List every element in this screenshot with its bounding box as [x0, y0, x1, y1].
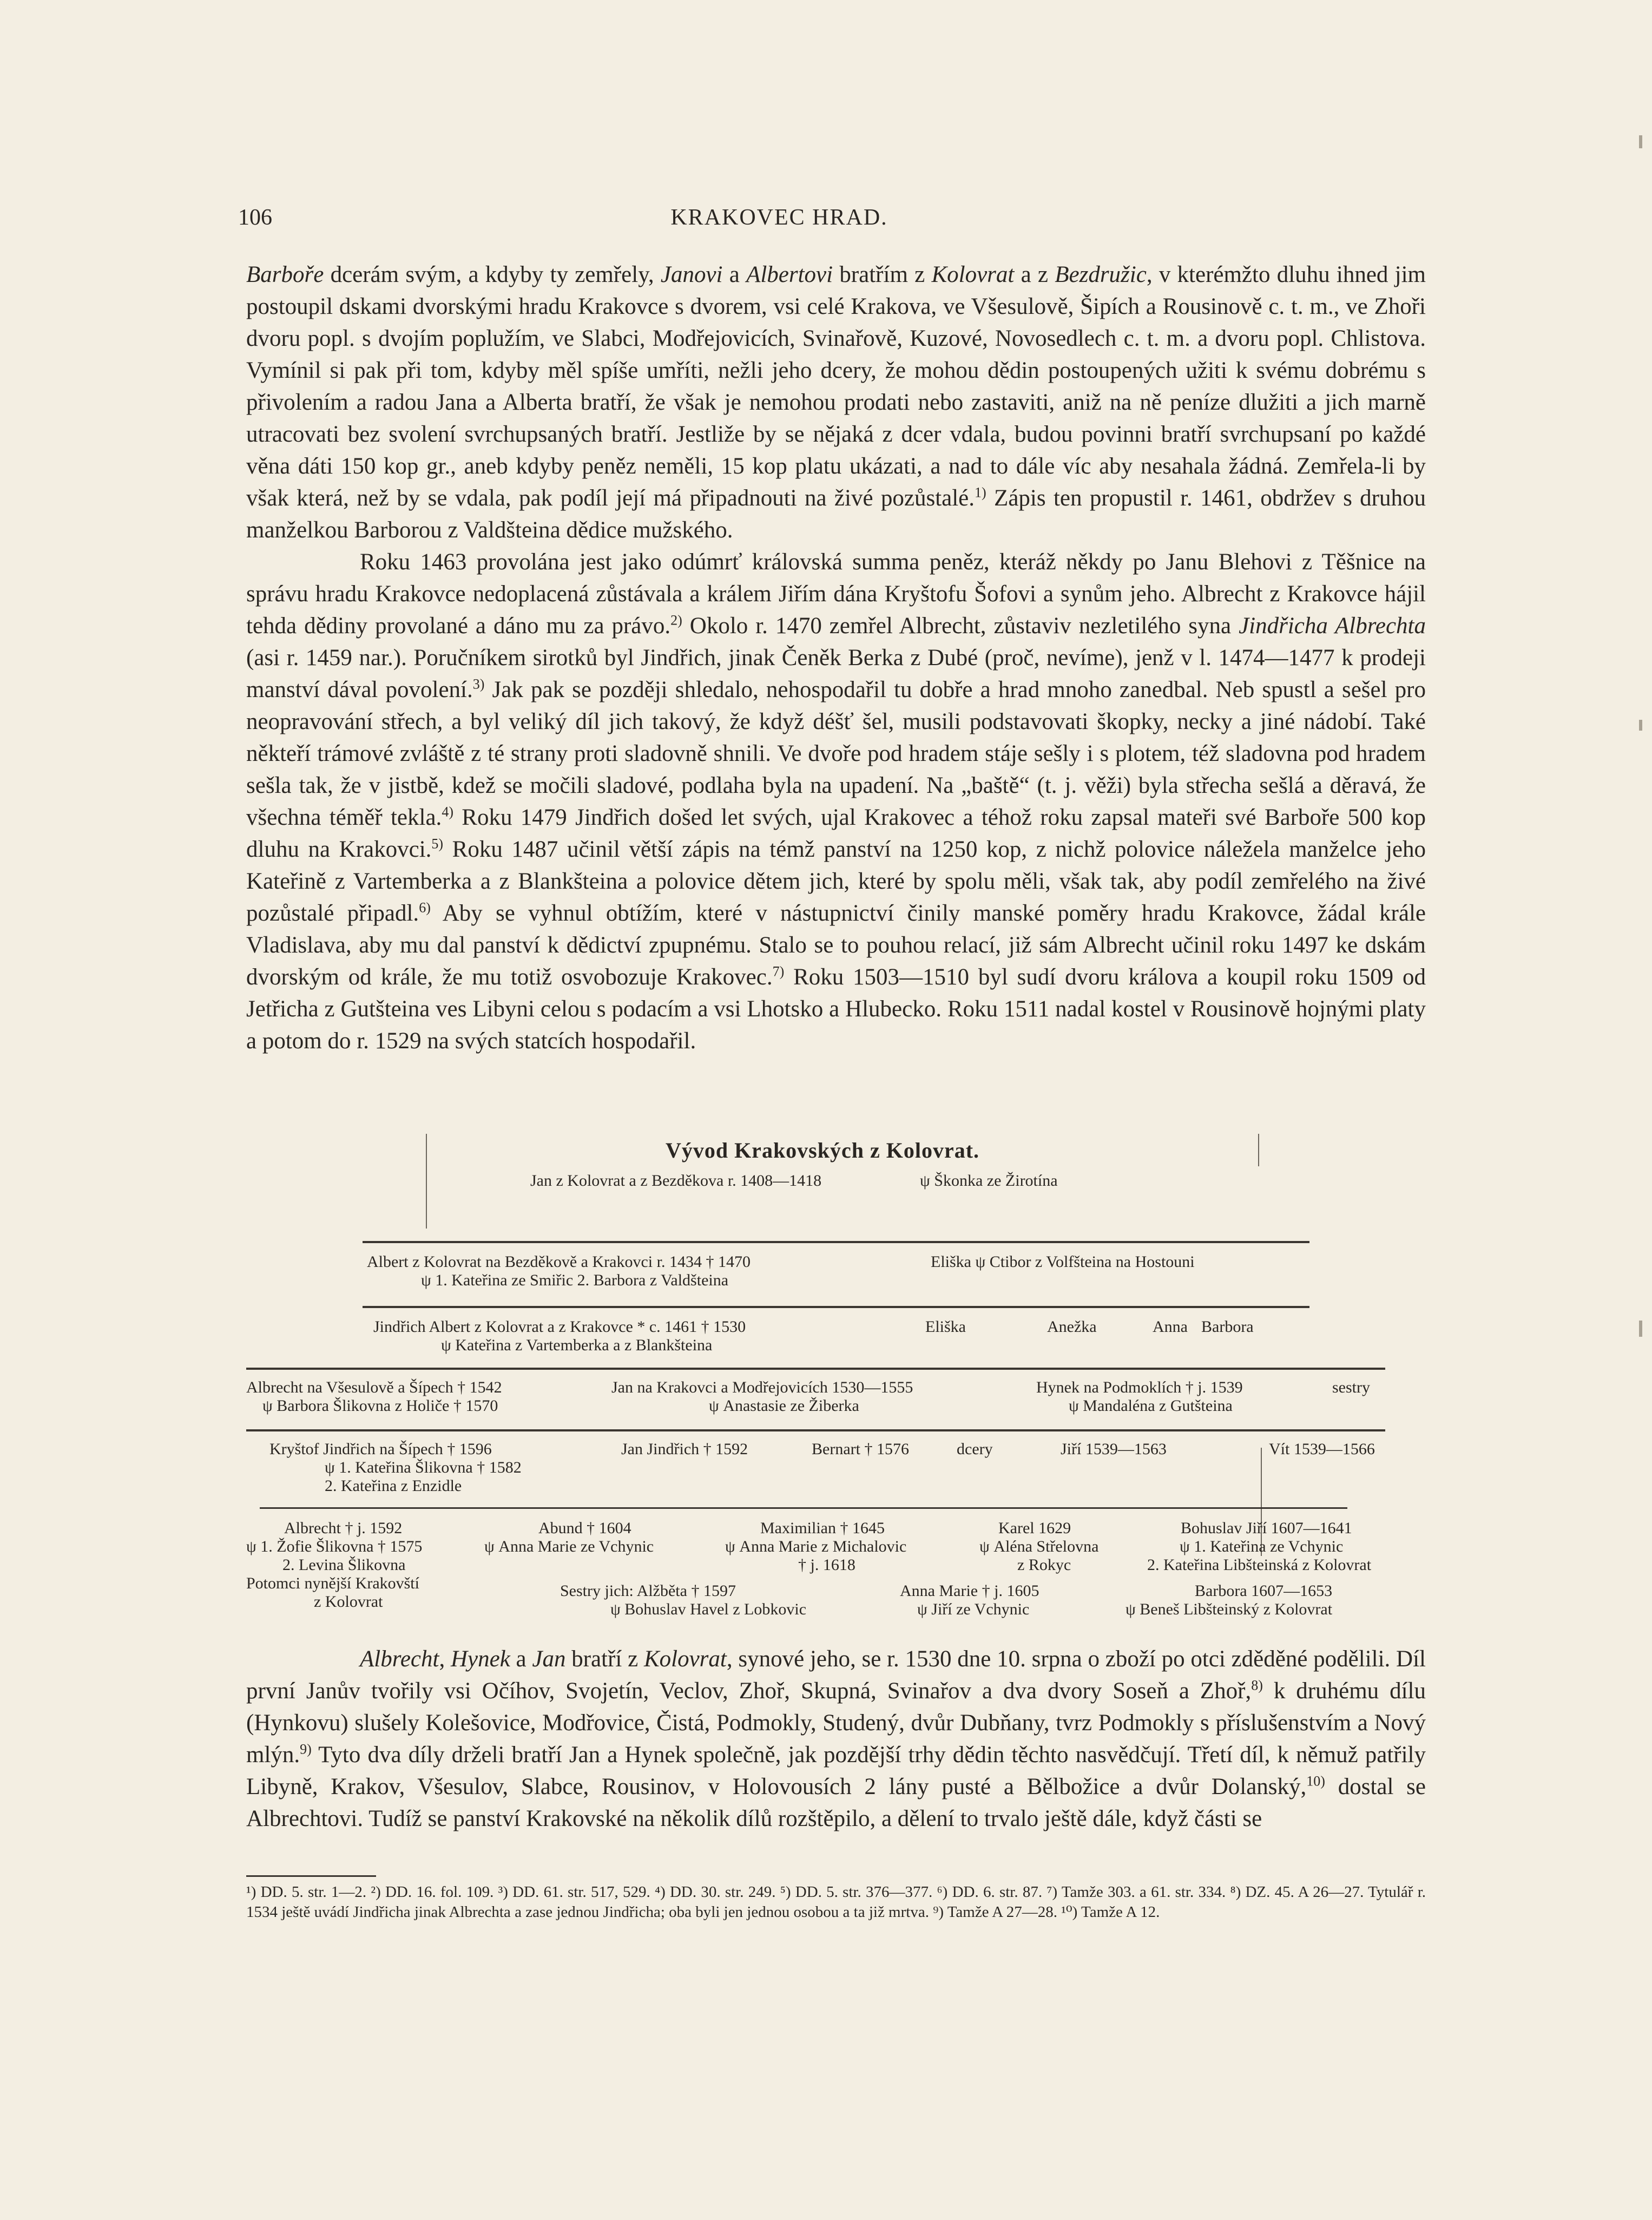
footnote-ref: 4) — [442, 804, 453, 820]
text-run: dcerám svým, a kdyby ty zemřely, — [324, 262, 661, 287]
gen-spouse: ψ 1. Žofie Šlikovna † 1575 — [246, 1538, 423, 1555]
gen-spouse: 2. Kateřina z Enzidle — [325, 1477, 462, 1495]
gen-person: Albrecht † j. 1592 — [284, 1519, 403, 1537]
footnote-ref: 1) — [975, 484, 986, 501]
footnote-rule — [246, 1875, 376, 1877]
text-run: Roku 1487 učinil větší zápis na témž panství na 1250 kop, z nichž polovice náležela manželce jeho Kateřině z Vartemberka a z Blankšteina a polovice dětem jich, které by spolu měli, však tak, aby podíl zemřelého na živé pozůstalé připadl. — [246, 837, 1426, 926]
text-run: bratří z — [565, 1646, 644, 1672]
text-run: Zápis ten propustil r. 1461, obdržev s druhou manželkou Barborou z Valdšteina dědice mužského. — [246, 485, 1426, 543]
tree-line — [1258, 1134, 1259, 1166]
page-number: 106 — [238, 205, 272, 230]
tree-line — [426, 1134, 427, 1229]
running-title: KRAKOVEC HRAD. — [670, 205, 888, 230]
text-run: bratřím z — [833, 262, 932, 287]
text-run: Roku 1463 provolána jest jako odúmrť královská summa peněz, kteráž někdy po Janu Blehovi z Těšnice na správu hradu Krakovce nedoplacená zůstávala a králem Jiřím dána Kryštofu Šofovi a synům jeho. Albrecht z Krakovce hájil tehda dědiny provolané a dáno mu za právo. — [246, 549, 1426, 639]
footnotes: ¹) DD. 5. str. 1—2. ²) DD. 16. fol. 109. ³) DD. 61. str. 517, 529. ⁴) DD. 30. str. 249. ⁵) DD. 5. str. 376—377. ⁶) DD. 6. str. 87. ⁷) Tamže 303. a 61. str. 334. ⁸) DZ. 45. A 26—27. Tytulář r. 1534 ještě uvádí Jindřicha jinak Albrechta a zase jednou Jindřicha; oba byli jen jednou osobou a ta již mrtva. ⁹) Tamže A 27—28. ¹⁰) Tamže A 12. — [246, 1883, 1426, 1921]
gen-spouse: ψ Bohuslav Havel z Lobkovic — [610, 1600, 807, 1618]
text-run: , — [439, 1646, 451, 1672]
gen-spouse: ψ Barbora Šlikovna z Holiče † 1570 — [262, 1397, 498, 1415]
generation-rule — [363, 1241, 1309, 1243]
text-run: Jak pak se později shledalo, nehospodařil tu dobře a hrad mnoho zanedbal. Neb spustl a sešel pro neopravování střech, a byl veliký díl jich takový, že když déšť šel, musili podstavovati škopky, necky a jiné nádobí. Také někteří trámové zvláště z té strany proti sladovně shnili. Ve dvoře pod hradem stáje sešly i s plotem, též sladovna pod hradem sešla tak, že v jistbě, kdež se močili sladové, podlaha byla na upadení. Na „baště“ (t. j. věži) byla střecha sešlá a děravá, že všechna téměř tekla. — [246, 677, 1426, 830]
gen-person: Eliška ψ Ctibor z Volfšteina na Hostouni — [931, 1253, 1195, 1271]
text-run: (asi r. 1459 nar.). Poručníkem sirotků byl Jindřich, jinak Čeněk Berka z Dubé (proč, nevíme), jenž v l. 1474—1477 k prodeji manství dával povolení. — [246, 645, 1426, 702]
gen-person: Bohuslav Jiří 1607—1641 — [1181, 1519, 1352, 1537]
text-run: a — [510, 1646, 532, 1672]
gen-spouse: ψ 1. Kateřina Šlikovna † 1582 — [325, 1459, 522, 1476]
paragraph-1 — [246, 259, 1426, 546]
gen-spouse: ψ Anastasie ze Žiberka — [709, 1397, 859, 1415]
gen-person: Anna — [1153, 1318, 1188, 1336]
page-header — [238, 205, 1320, 237]
gen-person: Jindřich Albert z Kolovrat a z Krakovce * c. 1461 † 1530 — [373, 1318, 746, 1336]
gen-person: Karel 1629 — [998, 1519, 1071, 1537]
footnote-ref: 7) — [772, 963, 785, 980]
gen-note: z Rokyc — [1017, 1556, 1071, 1574]
gen-spouse: ψ Anna Marie ze Vchynic — [484, 1538, 654, 1555]
text-run: a z — [1014, 262, 1055, 287]
text-run: k druhému dílu (Hynkovu) slušely Kolešovice, Modřovice, Čistá, Podmokly, Studený, dvůr Dubňany, tvrz Podmokly s příslušenstvím a Nový mlýn. — [246, 1678, 1426, 1768]
gen-person: Abund † 1604 — [538, 1519, 631, 1537]
text-run: Albertovi — [746, 262, 833, 287]
gen-person: dcery — [957, 1440, 993, 1458]
gen-person: Albert z Kolovrat na Bezděkově a Krakovci r. 1434 † 1470 — [367, 1253, 751, 1271]
text-run: , v kterémžto dluhu ihned jim postoupil dskami dvorskými hradu Krakovce s dvorem, vsi celé Krakova, ve Všesulově, Šipích a Rousinově c. t. m., ve Zhoři dvoru popl. s dvojím poplužím, ve Slabci, Modřejovicích, Svinařově, Kuzové, Novosedlech c. t. m. a dvoru popl. Chlistova. Vymínil si pak při tom, kdyby měl spíše umříti, nežli jeho dcery, že mohou dědin postoupených užiti k svému dobrému s přivolením a radou Jana a Alberta bratří, že však je nemohou prodati nebo zastaviti, aniž na ně peníze dlužiti a jich marně utracovati bez svolení svrchupsaných bratří. Jestliže by se nějaká z dcer vdala, budou povinni bratří svrchupsaní po každé věna dáti 150 kop gr., aneb kdyby peněz neměli, 15 kop platu ukázati, a nad to dále víc aby nesahala žádná. Zemřela-li by však která, než by se vdala, pak podíl její má připadnouti na živé pozůstalé. — [246, 262, 1426, 511]
text-run: Barboře — [246, 262, 324, 287]
gen-spouse: ψ Aléna Střelovna — [979, 1538, 1099, 1555]
text-run: , synové jeho, se r. 1530 dne 10. srpna o zboží po otci zděděné podělili. Díl první Janův tvořily vsi Očíhov, Svojetín, Veclov, Zhoř, Skupná, Svinařov a dva dvory Soseň a Zhoř, — [246, 1646, 1426, 1704]
gutter-mark — [1639, 135, 1642, 148]
generation-rule — [246, 1429, 1385, 1431]
gen-person: Barbora 1607—1653 — [1195, 1582, 1333, 1600]
gen-spouse: ψ Anna Marie z Michalovic — [725, 1538, 907, 1555]
text-run: Okolo r. 1470 zemřel Albrecht, zůstaviv nezletilého syna — [682, 613, 1239, 639]
gen-person: Bernart † 1576 — [812, 1440, 909, 1458]
gen-person: Jiří 1539—1563 — [1061, 1440, 1167, 1458]
generation-rule — [260, 1507, 1347, 1509]
gutter-mark — [1639, 1321, 1642, 1337]
gen-person: Kryštof Jindřich na Šípech † 1596 — [269, 1440, 492, 1458]
gen-spouse: ψ Jiří ze Vchynic — [917, 1600, 1030, 1618]
gen-person: Anna Marie † j. 1605 — [900, 1582, 1039, 1600]
gen-spouse: ψ Beneš Libšteinský z Kolovrat — [1126, 1600, 1333, 1618]
text-run: a — [722, 262, 747, 287]
gen-person: Barbora — [1201, 1318, 1254, 1336]
gen-person: Albrecht na Všesulově a Šípech † 1542 — [246, 1378, 502, 1396]
gen-spouse: ψ 1. Kateřina ze Smiřic 2. Barbora z Valdšteina — [421, 1271, 729, 1289]
genealogy-chart — [238, 1134, 1407, 1632]
gen-person: Sestry jich: Alžběta † 1597 — [560, 1582, 736, 1600]
text-run: Kolovrat — [643, 1646, 727, 1672]
footnote-ref: 9) — [300, 1741, 312, 1757]
gen-person: Hynek na Podmoklích † j. 1539 — [1036, 1378, 1243, 1396]
footnote-ref: 6) — [419, 899, 431, 916]
footnote-ref: 2) — [670, 612, 682, 628]
footnote-ref: 5) — [431, 836, 444, 852]
text-run: Jindřicha Albrechta — [1239, 613, 1426, 639]
paragraph-2 — [246, 546, 1426, 1057]
text-run: Janovi — [660, 262, 723, 287]
gen-person: Jan Jindřich † 1592 — [621, 1440, 748, 1458]
gen-spouse: ψ Kateřina z Vartemberka a z Blankšteina — [441, 1336, 713, 1354]
text-run: Hynek — [450, 1646, 510, 1672]
gen-person: Vít 1539—1566 — [1269, 1440, 1375, 1458]
gen-person: Anežka — [1047, 1318, 1097, 1336]
text-run: Roku 1479 Jindřich došed let svých, ujal Krakovec a téhož roku zapsal mateři své Barboře 500 kop dluhu na Krakovci. — [246, 805, 1426, 862]
gen-note: Potomci nynější Krakovští — [246, 1574, 419, 1592]
text-run: Tyto dva díly drželi bratří Jan a Hynek společně, jak pozdější trhy dědin těchto nasvědčují. Třetí díl, k němuž patřily Libyně, Krakov, Všesulov, Slabce, Rousinov, v Holovousích 2 lány pusté a Bělbožice a dvůr Dolanský, — [246, 1742, 1426, 1799]
gen-spouse: ψ 1. Kateřina ze Vchynic — [1180, 1538, 1344, 1555]
gen-spouse: 2. Levina Šlikovna — [282, 1556, 406, 1574]
genealogy-title: Vývod Krakovských z Kolovrat. — [665, 1138, 980, 1162]
gen-spouse: ψ Mandaléna z Gutšteina — [1069, 1397, 1233, 1415]
text-run: Bezdružic — [1055, 262, 1147, 287]
text-run: Roku 1503—1510 byl sudí dvoru králova a koupil roku 1509 od Jetřicha z Gutšteina ves Libyni celou s podacím a vsi Lhotsko a Hlubecko. Roku 1511 nadal kostel v Rousinově hojnými platy a potom do r. 1529 na svých statcích hospodařil. — [246, 964, 1426, 1054]
gutter-mark — [1639, 720, 1642, 731]
text-run: Albrecht — [360, 1646, 439, 1672]
footnote-ref: 10) — [1306, 1773, 1325, 1789]
gen-note: z Kolovrat — [314, 1593, 383, 1611]
gen-ancestor: Jan z Kolovrat a z Bezděkova r. 1408—1418 — [530, 1172, 822, 1190]
gen-person: Maximilian † 1645 — [760, 1519, 885, 1537]
gen-note: † j. 1618 — [798, 1556, 855, 1574]
paragraph-3 — [246, 1643, 1426, 1835]
body-text — [246, 259, 1426, 1057]
generation-rule — [363, 1306, 1309, 1308]
text-run: Aby se vyhnul obtížím, které v nástupnictví činily manské poměry hradu Krakovce, žádal krále Vladislava, aby mu dal panství k dědictví zpupnému. Stalo se to pouhou relací, již sám Albrecht učinil roku 1497 ke dskám dvorským od krále, že mu totiž osvobozuje Krakovec. — [246, 901, 1426, 990]
text-run: Jan — [532, 1646, 566, 1672]
generation-rule — [246, 1368, 1385, 1370]
gen-spouse: 2. Kateřina Libšteinská z Kolovrat — [1147, 1556, 1372, 1574]
gen-person: sestry — [1332, 1378, 1370, 1396]
gen-person: Eliška — [925, 1318, 966, 1336]
footnote-ref: 3) — [472, 676, 485, 692]
gen-person: Jan na Krakovci a Modřejovicích 1530—1555 — [611, 1378, 913, 1396]
footnote-ref: 8) — [1251, 1677, 1263, 1693]
text-run: Kolovrat — [931, 262, 1015, 287]
text-run: dostal se Albrechtovi. Tudíž se panství Krakovské na několik dílů rozštěpilo, a dělení to trvalo ještě dále, když části se — [246, 1774, 1426, 1831]
body-text-lower — [246, 1643, 1426, 1835]
gen-ancestor-spouse: ψ Škonka ze Žirotína — [920, 1172, 1058, 1190]
